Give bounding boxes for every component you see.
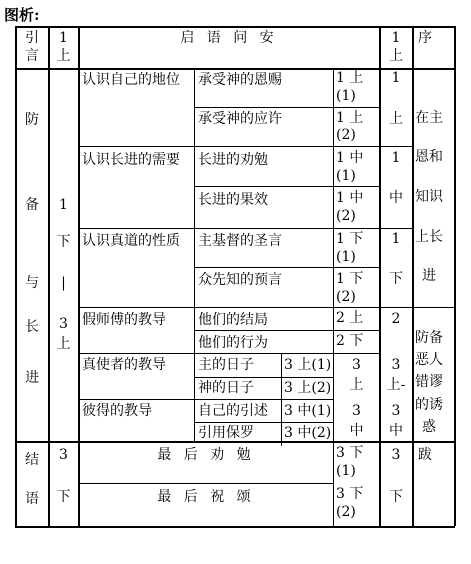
conclusion-ref: 3 bbox=[59, 447, 68, 463]
row-line bbox=[194, 377, 334, 378]
chapter-ref: 上 bbox=[349, 377, 364, 393]
conclusion-item: 最 后 劝 勉 bbox=[157, 447, 255, 463]
chapter-ref: 1 bbox=[391, 70, 401, 86]
row-line bbox=[78, 399, 334, 400]
intro-ref: 上 bbox=[56, 48, 71, 64]
item-text: 众先知的预言 bbox=[198, 272, 282, 288]
row-line bbox=[78, 353, 380, 354]
purpose-text: 上长 bbox=[415, 229, 443, 245]
chapter-ref: 下 bbox=[389, 271, 403, 287]
chapter-ref: 1 bbox=[391, 231, 401, 247]
item-ref: (2) bbox=[336, 289, 356, 305]
item-ref: 3 下 bbox=[336, 445, 364, 461]
defense-label: 长 bbox=[25, 319, 39, 335]
row-line bbox=[78, 228, 413, 229]
conclusion-ref: 下 bbox=[56, 489, 71, 505]
purpose-text: 进 bbox=[422, 268, 436, 284]
item-ref: 2 下 bbox=[336, 333, 364, 349]
column-line bbox=[281, 353, 282, 446]
topic-label: 认识真道的性质 bbox=[82, 233, 180, 249]
intro-label: 引 bbox=[25, 30, 39, 46]
conclusion-item: 最 后 祝 颂 bbox=[157, 489, 255, 505]
item-ref: 1 上 bbox=[336, 110, 364, 126]
defense-span: 上 bbox=[56, 336, 71, 352]
intro-chapter: 1 bbox=[391, 30, 401, 46]
item-ref: 3 中(2) bbox=[284, 425, 332, 441]
defense-label: 与 bbox=[25, 275, 39, 291]
chapter-range: 3 bbox=[391, 403, 401, 419]
topic-label: 假师傅的教导 bbox=[82, 312, 166, 328]
topic-label: 真使者的教导 bbox=[82, 357, 166, 373]
item-text: 主基督的圣言 bbox=[198, 233, 282, 249]
item-ref: 3 上(1) bbox=[284, 357, 332, 373]
item-text: 承受神的应许 bbox=[198, 111, 282, 127]
conclusion-label: 语 bbox=[25, 491, 39, 507]
epilogue-label: 跋 bbox=[418, 447, 432, 463]
purpose-text: 恩和 bbox=[415, 149, 443, 165]
item-ref: 3 中(1) bbox=[284, 403, 332, 419]
item-ref: 1 下 bbox=[336, 271, 364, 287]
item-text: 长进的劝勉 bbox=[198, 152, 268, 168]
chapter-ref: 上 bbox=[389, 111, 403, 127]
item-ref: (1) bbox=[336, 249, 356, 265]
item-ref: (1) bbox=[336, 463, 356, 479]
item-text: 他们的结局 bbox=[198, 312, 268, 328]
defense-span: | bbox=[61, 275, 66, 291]
defense-span: 1 bbox=[59, 197, 68, 213]
purpose-text: 的诱 bbox=[415, 397, 443, 413]
column-line bbox=[194, 68, 195, 441]
chapter-ref: 3 bbox=[352, 357, 361, 373]
topic-label: 认识长进的需要 bbox=[82, 152, 180, 168]
item-ref: (2) bbox=[336, 208, 356, 224]
item-ref: 2 上 bbox=[336, 310, 364, 326]
row-line bbox=[78, 483, 334, 484]
intro-chapter: 上 bbox=[389, 48, 403, 64]
table-border-top bbox=[15, 26, 455, 28]
chapter-ref: 3 bbox=[391, 447, 401, 463]
chapter-ref: 中 bbox=[389, 190, 403, 206]
chapter-range: 3 bbox=[391, 357, 401, 373]
item-text: 主的日子 bbox=[198, 357, 254, 373]
item-ref: 1 下 bbox=[336, 231, 364, 247]
intro-label: 言 bbox=[25, 48, 39, 64]
chapter-range: 中 bbox=[389, 423, 403, 439]
sequence-label: 序 bbox=[418, 30, 432, 46]
item-ref: 3 上(2) bbox=[284, 380, 332, 396]
chapter-ref: 1 bbox=[391, 150, 401, 166]
item-text: 自己的引述 bbox=[198, 403, 268, 419]
defense-span: 3 bbox=[59, 316, 68, 332]
table-border-bottom bbox=[15, 526, 455, 528]
purpose-text: 知识 bbox=[415, 189, 443, 205]
purpose-text: 在主 bbox=[415, 110, 443, 126]
item-ref: (1) bbox=[336, 88, 356, 104]
item-ref: (1) bbox=[336, 168, 356, 184]
chapter-ref: 2 bbox=[391, 311, 401, 327]
row-line bbox=[194, 330, 380, 331]
row-line bbox=[78, 307, 454, 308]
intro-title: 启 语 问 安 bbox=[180, 30, 278, 46]
row-line bbox=[78, 146, 413, 147]
item-text: 承受神的恩赐 bbox=[198, 72, 282, 88]
defense-span: 下 bbox=[56, 234, 71, 250]
conclusion-label: 结 bbox=[25, 452, 39, 468]
chapter-range: 上- bbox=[386, 377, 406, 393]
chapter-ref: 中 bbox=[349, 423, 364, 439]
item-text: 他们的行为 bbox=[198, 335, 268, 351]
figure-caption: 图析: bbox=[4, 6, 40, 24]
item-ref: (2) bbox=[336, 127, 356, 143]
row-line bbox=[194, 422, 334, 423]
intro-ref: 1 bbox=[59, 30, 68, 46]
row-line bbox=[194, 186, 380, 187]
row-line bbox=[194, 107, 380, 108]
item-ref: 1 上 bbox=[336, 70, 364, 86]
item-ref: 1 中 bbox=[336, 190, 364, 206]
item-ref: 1 中 bbox=[336, 150, 364, 166]
purpose-text: 恶人 bbox=[415, 352, 443, 368]
column-line bbox=[412, 26, 414, 526]
topic-label: 认识自己的地位 bbox=[82, 72, 180, 88]
defense-label: 防 bbox=[25, 112, 39, 128]
defense-label: 备 bbox=[25, 197, 39, 213]
item-ref: (2) bbox=[336, 504, 356, 520]
chapter-ref: 下 bbox=[389, 489, 403, 505]
purpose-text: 错谬 bbox=[415, 374, 443, 390]
item-text: 神的日子 bbox=[198, 380, 254, 396]
item-text: 长进的果效 bbox=[198, 192, 268, 208]
column-line bbox=[333, 441, 334, 526]
chapter-ref: 3 bbox=[352, 403, 361, 419]
purpose-text: 防备 bbox=[415, 330, 443, 346]
topic-label: 彼得的教导 bbox=[82, 403, 152, 419]
table-border-right bbox=[454, 26, 456, 526]
defense-label: 进 bbox=[25, 370, 39, 386]
row-line bbox=[194, 267, 380, 268]
item-text: 引用保罗 bbox=[198, 425, 254, 441]
purpose-text: 惑 bbox=[422, 419, 436, 435]
item-ref: 3 下 bbox=[336, 486, 364, 502]
